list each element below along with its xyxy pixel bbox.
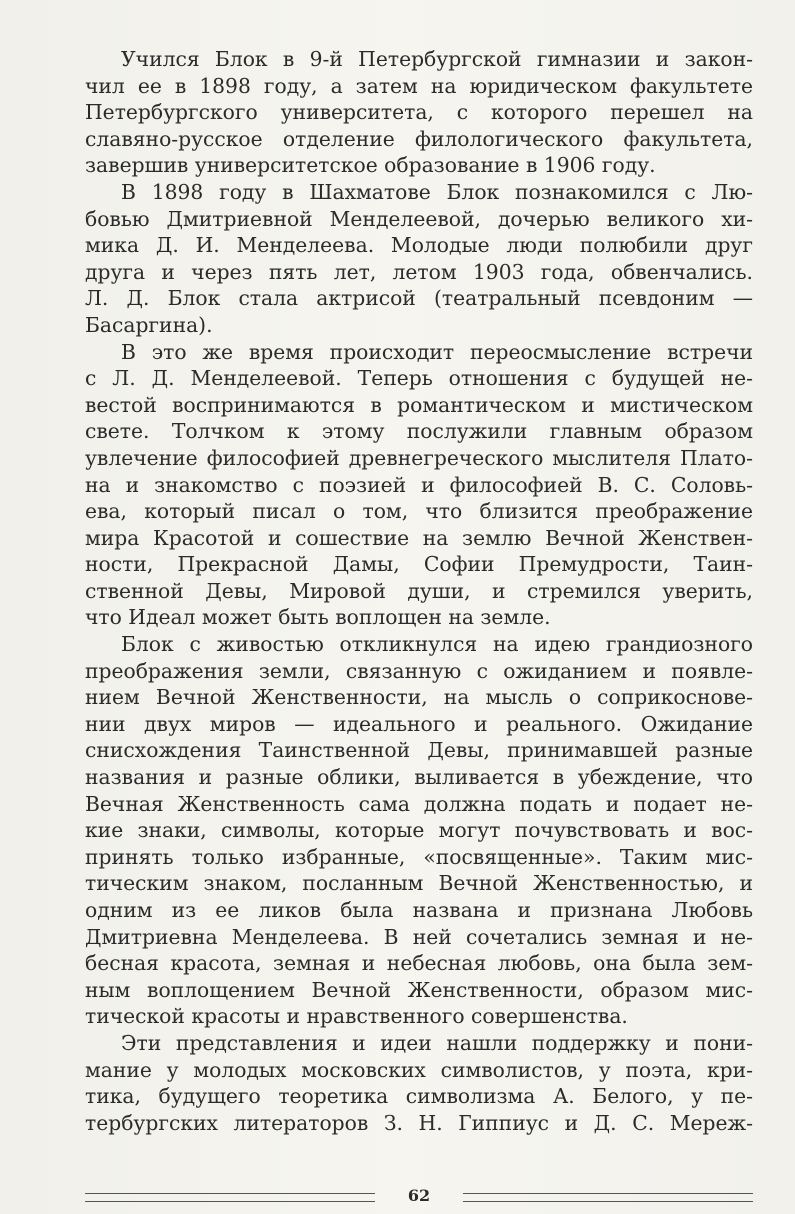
paragraph <box>85 631 753 1030</box>
text-line: преображения земли, связанную с ожиданием и появле- <box>85 658 753 683</box>
text-line: мика Д. И. Менделеева. Молодые люди полюбили друг <box>85 233 753 258</box>
text-line: тика, будущего теоретика символизма А. Белого, у пе- <box>85 1084 753 1109</box>
text-line: друга и через пять лет, летом 1903 года, обвенчались. <box>85 259 753 284</box>
text-line: на и знакомство с поэзией и философией В. С. Соловь- <box>85 472 753 497</box>
text-line: названия и разные облики, выливается в убеждение, что <box>85 765 753 790</box>
text-line: мира Красотой и сошествие на землю Вечной Женствен- <box>85 525 753 550</box>
text-line: ности, Прекрасной Дамы, Софии Премудрости, Таин- <box>85 552 753 577</box>
text-line: нии двух миров — идеального и реального. Ожидание <box>85 711 753 736</box>
text-line: что Идеал может быть воплощен на земле. <box>85 605 551 630</box>
text-line: нием Вечной Женственности, на мысль о соприкоснове- <box>85 685 753 710</box>
text-line: бесная красота, земная и небесная любовь, она была зем- <box>85 951 753 976</box>
text-line: кие знаки, символы, которые могут почувствовать и вос- <box>85 818 753 843</box>
text-line: Дмитриевна Менделеева. В ней сочетались земная и не- <box>85 924 753 949</box>
text-line: Учился Блок в 9-й Петербургской гимназии и закон- <box>121 47 753 71</box>
text-line: славяно-русское отделение филологического факультета, <box>85 126 753 151</box>
text-line: тическим знаком, посланным Вечной Женственностью, и <box>85 871 753 896</box>
text-line: мание у молодых московских символистов, у поэта, кри- <box>85 1057 753 1082</box>
text-line: чил ее в 1898 году, а затем на юридическом факультете <box>85 73 753 98</box>
text-line: Басаргина). <box>85 312 213 337</box>
text-line: завершив университетское образование в 1906 году. <box>85 153 656 178</box>
text-line: ственной Девы, Мировой души, и стремился уверить, <box>85 578 753 603</box>
text-line: Л. Д. Блок стала актрисой (театральный псевдоним — <box>85 286 753 311</box>
text-line: ева, который писал о том, что близится преображение <box>85 499 753 524</box>
text-line: Вечная Женственность сама должна подать и подает не- <box>85 791 753 816</box>
text-line: В это же время происходит переосмысление встречи <box>121 339 753 364</box>
paragraph <box>85 46 753 179</box>
page-number: 62 <box>407 1186 431 1205</box>
text-line: с Л. Д. Менделеевой. Теперь отношения с будущей не- <box>85 366 753 391</box>
paragraph <box>85 179 753 339</box>
text-line: бовью Дмитриевной Менделеевой, дочерью великого хи- <box>85 206 753 231</box>
paragraph <box>85 1030 753 1136</box>
text-line: В 1898 году в Шахматове Блок познакомился с Лю- <box>121 179 753 204</box>
page-footer <box>85 1188 753 1208</box>
text-line: Петербургского университета, с которого перешел на <box>85 100 753 125</box>
body-text <box>85 46 753 1136</box>
text-line: свете. Толчком к этому послужили главным образом <box>85 419 753 444</box>
text-line: вестой воспринимаются в романтическом и мистическом <box>85 392 753 417</box>
text-line: Блок с живостью откликнулся на идею грандиозного <box>121 632 753 657</box>
paragraph <box>85 339 753 632</box>
text-line: ным воплощением Вечной Женственности, образом мис- <box>85 977 753 1002</box>
text-line: одним из ее ликов была названа и признана Любовь <box>85 898 753 922</box>
text-line: тербургских литераторов З. Н. Гиппиус и Д. С. Мереж- <box>85 1110 753 1135</box>
text-line: принять только избранные, «посвященные». Таким мис- <box>85 844 753 869</box>
footer-rule-right <box>463 1193 753 1202</box>
text-line: снисхождения Таинственной Девы, принимавшей разные <box>85 738 753 763</box>
text-line: Эти представления и идеи нашли поддержку и пони- <box>121 1030 753 1055</box>
text-line: увлечение философией древнегреческого мыслителя Плато- <box>85 445 753 470</box>
text-line: тической красоты и нравственного совершенства. <box>85 1004 628 1029</box>
